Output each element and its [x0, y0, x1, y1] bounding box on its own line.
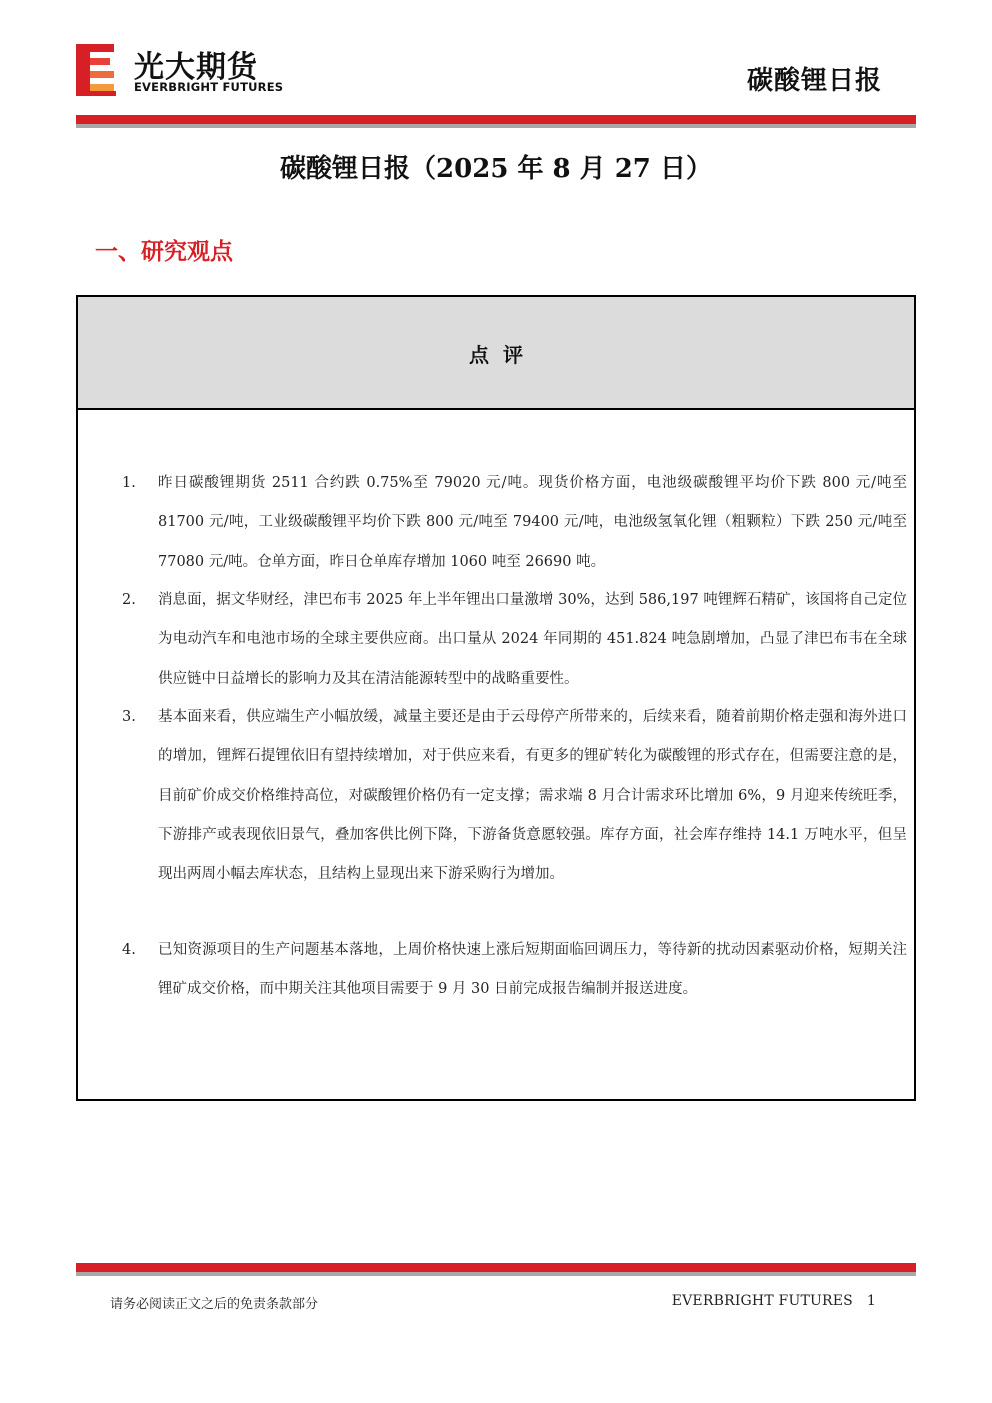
list-item-text: 消息面，据文华财经，津巴布韦 2025 年上半年锂出口量激增 30%，达到 586,197 吨锂辉石精矿，该国将自己定位为电动汽车和电池市场的全球主要供应商。出口量从 2024 年同期的 451.824 吨急剧增加，凸显了津巴布韦在全球供应链中日益增长的影响力及其在清洁能源转型中的战略重要性。	[158, 592, 907, 687]
document-title: 碳酸锂日报（2025 年 8 月 27 日）	[280, 154, 712, 184]
logo-text-en: EVERBRIGHT FUTURES	[134, 80, 284, 94]
list-item-number: 2.	[122, 592, 136, 608]
footer-red-rule	[76, 1263, 916, 1272]
report-name: 碳酸锂日报	[746, 66, 882, 96]
list-item-text: 昨日碳酸锂期货 2511 合约跌 0.75%至 79020 元/吨。现货价格方面，电池级碳酸锂平均价下跌 800 元/吨至 81700 元/吨，工业级碳酸锂平均价下跌 800 元/吨至 79400 元/吨，电池级氢氧化锂（粗颗粒）下跌 250 元/吨至 77080 元/吨。仓单方面，昨日仓单库存增加 1060 吨至 26690 吨。	[158, 475, 907, 570]
logo-text-cn: 光大期货	[134, 50, 258, 85]
everbright-logo-icon	[76, 44, 116, 96]
list-item-number: 1.	[122, 475, 136, 491]
commentary-box-title: 点评	[469, 343, 537, 367]
footer-grey-rule	[76, 1272, 916, 1276]
footer-company: EVERBRIGHT FUTURES	[671, 1293, 853, 1309]
footer-company-page	[672, 1293, 876, 1309]
list-item-number: 3.	[122, 709, 136, 725]
footer-disclaimer: 请务必阅读正文之后的免责条款部分	[110, 1297, 319, 1312]
commentary-box	[76, 295, 916, 1101]
list-item-text: 已知资源项目的生产问题基本落地，上周价格快速上涨后短期面临回调压力，等待新的扰动因素驱动价格，短期关注锂矿成交价格，而中期关注其他项目需要于 9 月 30 日前完成报告编制并报送进度。	[158, 942, 907, 998]
list-item-text: 基本面来看，供应端生产小幅放缓，减量主要还是由于云母停产所带来的，后续来看，随着前期价格走强和海外进口的增加，锂辉石提锂依旧有望持续增加，对于供应来看，有更多的锂矿转化为碳酸锂的形式存在，但需要注意的是，目前矿价成交价格维持高位，对碳酸锂价格仍有一定支撑；需求端 8 月合计需求环比增加 6%，9 月迎来传统旺季，下游排产或表现依旧景气，叠加客供比例下降，下游备货意愿较强。库存方面，社会库存维持 14.1 万吨水平，但呈现出两周小幅去库状态，且结构上显现出来下游采购行为增加。	[158, 709, 907, 883]
company-logo	[76, 40, 286, 100]
list-item-number: 4.	[122, 942, 136, 958]
header-grey-rule	[76, 124, 916, 128]
header-red-rule	[76, 115, 916, 124]
section-heading: 一、研究观点	[95, 239, 233, 265]
page-number: 1	[866, 1293, 876, 1309]
commentary-box-header	[78, 297, 914, 410]
